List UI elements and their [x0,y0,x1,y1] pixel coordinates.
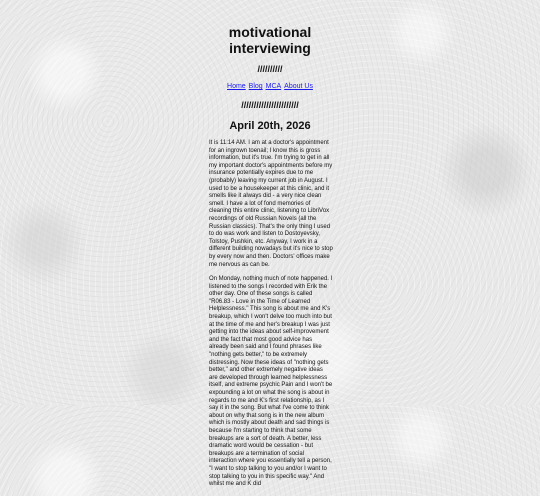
site-title [0,24,540,56]
site-title-line-2: interviewing [229,40,311,56]
post-body [209,140,333,496]
slash-divider-top: ////////// [257,64,283,74]
post-date: April 20th, 2026 [229,120,311,132]
site-title-line-1: motivational [228,24,312,40]
nav-link-blog[interactable]: Blog [248,83,263,90]
post-paragraph-1: It is 11:14 AM. I am at a doctor's appointment for an ingrown toenail; I know this is gross information, but it's true. I'm trying to get in all my important doctor's appointments before my insurance potentially expires due to me (probably) leaving my current job in August. I used to be a housekeeper at this clinic, and it smells like it always did - a very nice clean smell. I have a lot of fond memories of cleaning this entire clinic, listening to LibriVox recordings of old Russian Novels (all the Russian classics). That's the only thing I used to do was work and listen to Dostoyevsky, Tolstoy, Pushkin, etc. Anyway, I work in a different building nowadays but it's nice to stop by every now and then. Doctors' offices make me nervous as can be. [209,140,333,268]
nav-link-mca[interactable]: MCA [265,83,282,90]
nav-link-home[interactable]: Home [227,83,246,90]
post-paragraph-2: On Monday, nothing much of note happened. I listened to the songs I recorded with Erik the other day. One of these songs is called "R06.83 - Love in the Time of Learned Helplessness." This song is about me and K's breakup, which I won't delve too much into but at the time of me and her's breakup I was just getting into the ideas about self-improvement and the fact that most good advice has already been said and I found phrases like "nothing gets better," to be extremely distressing. Now these ideas of "nothing gets better," and other extremely negative ideas are developed through learned helplessness itself, and extreme psychic Pain and I won't be expounding a lot on what the song is about in regards to me and K's first relationship, as I say it in the song. But what I've come to think about on why that song is in the new album which is mostly about death and sad things is because I'm starting to think that some breakups are a sort of death. A better, less dramatic word would be cessation - but breakups are a termination of social interaction where you essentially tell a person, "I want to stop talking to you and/or I want to stop talking to you in this specific way." And whilst me and K did [209,276,333,488]
slash-divider-bottom: /////////////////////// [241,100,299,110]
site-nav [0,83,540,90]
nav-link-about-us[interactable]: About Us [284,83,313,90]
